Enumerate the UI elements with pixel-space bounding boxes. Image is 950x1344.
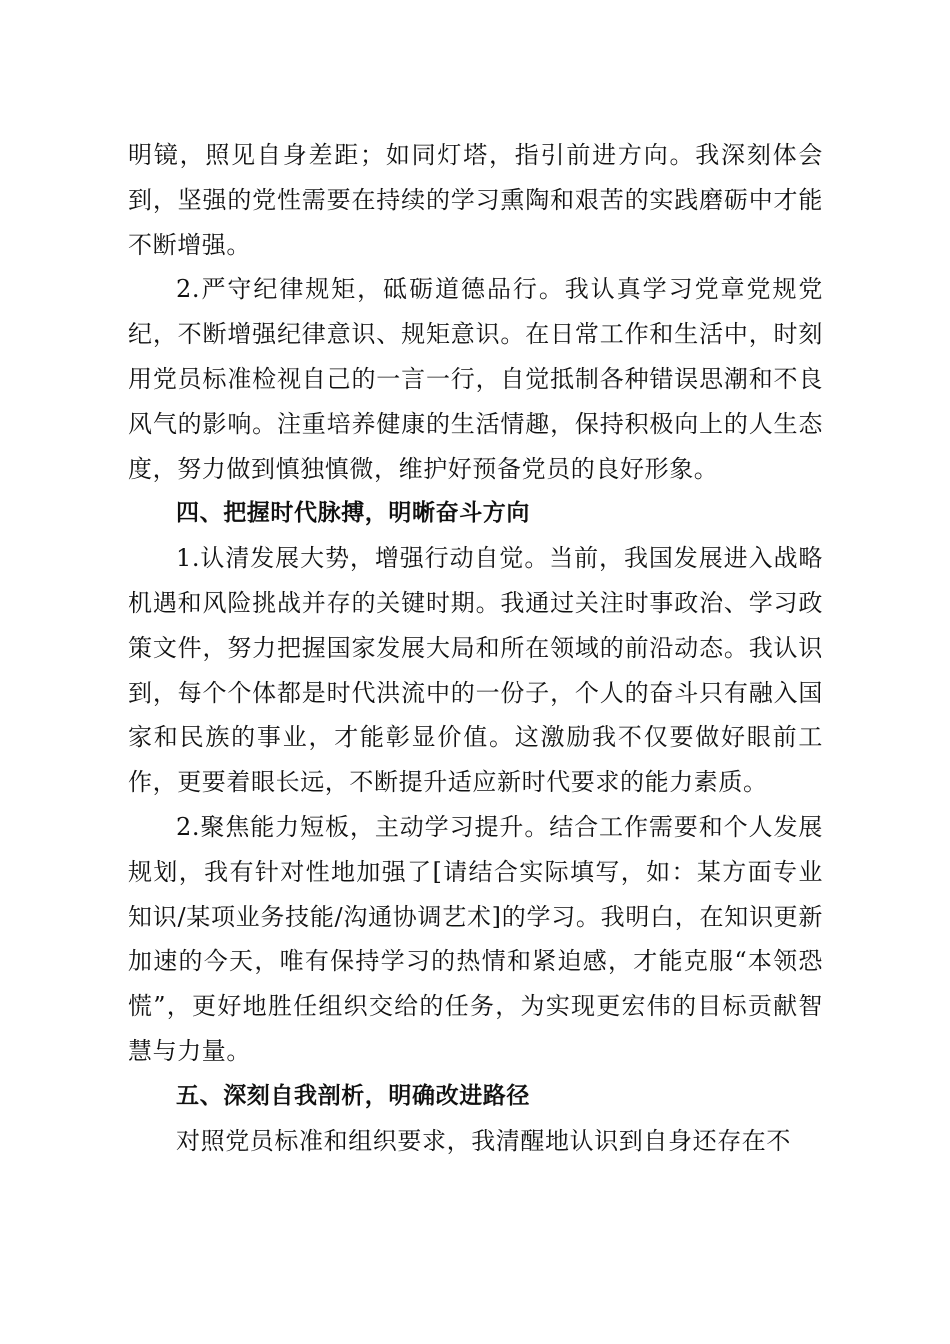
paragraph-self-analysis: 对照党员标准和组织要求，我清醒地认识到自身还存在不: [176, 1126, 791, 1155]
paragraph-discipline: 2.严守纪律规矩，砥砺道德品行。我认真学习党章党规党纪，不断增强纪律意识、规矩意识。在日常工作和生活中，时刻用党员标准检视自己的一言一行，自觉抵制各种错误思潮和不良风气的影响。注重培养健康的生活情趣，保持积极向上的人生态度，努力做到慎独慎微，维护好预备党员的良好形象。: [128, 275, 823, 483]
paragraph-ability-improvement: 2.聚焦能力短板，主动学习提升。结合工作需要和个人发展规划，我有针对性地加强了[请结合实际填写，如：某方面专业知识/某项业务技能/沟通协调艺术]的学习。我明白，在知识更新加速的今天，唯有保持学习的热情和紧迫感，才能克服“本领恐慌”，更好地胜任组织交给的任务，为实现更宏伟的目标贡献智慧与力量。: [128, 812, 823, 1065]
section-heading-four: 四、把握时代脉搏，明晰奋斗方向: [176, 500, 530, 527]
paragraph-continuation: 明镜，照见自身差距；如同灯塔，指引前进方向。我深刻体会到，坚强的党性需要在持续的学习熏陶和艰苦的实践磨砺中才能不断增强。: [128, 141, 823, 259]
section-heading-five: 五、深刻自我剖析，明确改进路径: [176, 1082, 530, 1109]
document-body: [128, 133, 823, 1163]
paragraph-development-trend: 1.认清发展大势，增强行动自觉。当前，我国发展进入战略机遇和风险挑战并存的关键时期。我通过关注时事政治、学习政策文件，努力把握国家发展大局和所在领域的前沿动态。我认识到，每个个体都是时代洪流中的一份子，个人的奋斗只有融入国家和民族的事业，才能彰显价值。这激励我不仅要做好眼前工作，更要着眼长远，不断提升适应新时代要求的能力素质。: [128, 544, 823, 797]
